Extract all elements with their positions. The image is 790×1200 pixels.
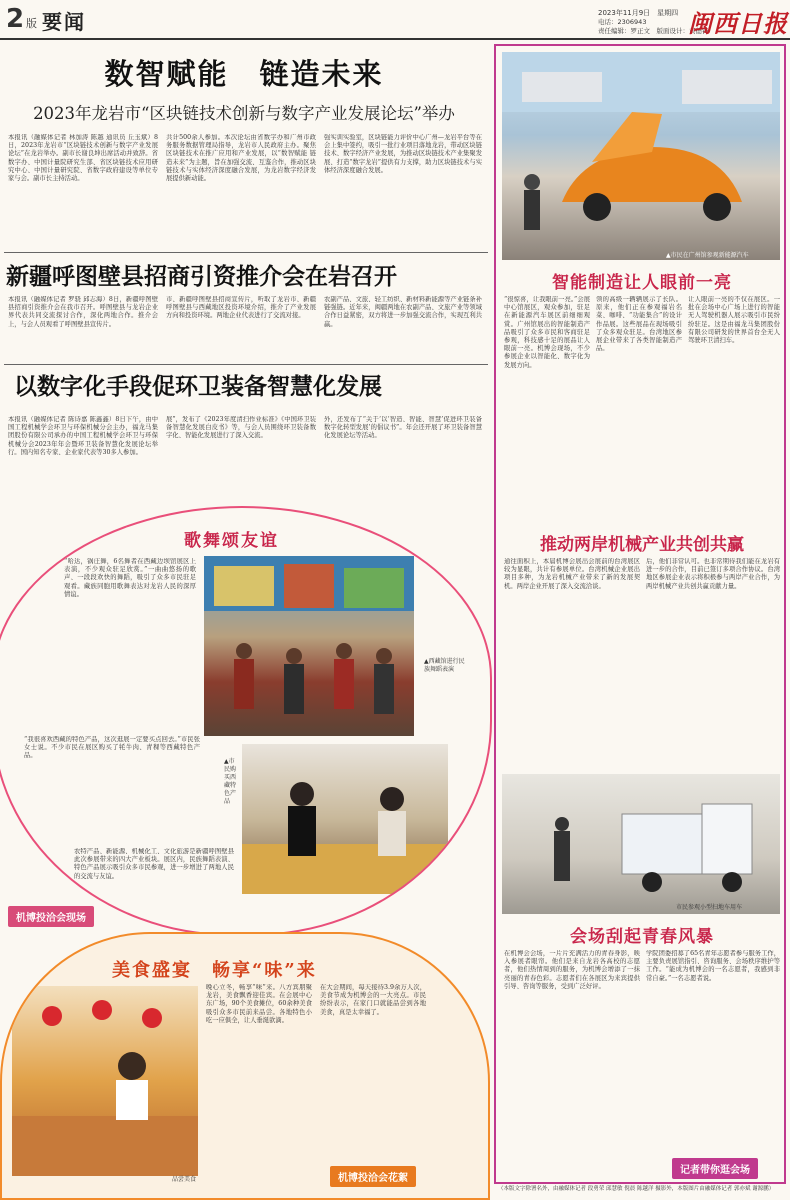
article-column: 市、新疆呼图壁县招商宣传片，听取了龙岩市、新疆呼图壁县与西藏地区投资环境介绍，推介了产业发展方向和投资环境。两地企业代表进行了交流对接。 [166, 296, 316, 320]
sweeper-illustration [502, 774, 780, 914]
article-column: 外，还发布了“关于‘以‘智造、智能、智慧’促进环卫装备数字化转型发展’的倡议书”。年会还开展了环卫装备智慧化发展论坛等活动。 [324, 416, 482, 440]
article-column: 通往面积上，本届机博会展出会展前的台湾展区较为显眼，共计有参展单位。台湾机械企业展出项目多种，为龙岩机械产业带来了新的发展契机。两岸企业开展了深入交流洽谈。 [504, 558, 640, 590]
food-photo [12, 986, 198, 1176]
photo-caption: ▲市民购买西藏特色产品 [224, 758, 237, 805]
headline: 推动两岸机械产业共创共赢 [540, 535, 744, 555]
divider [4, 364, 488, 365]
nev-photo [502, 52, 780, 260]
article-column: “哈达，锅庄舞，6名舞者在西藏边坝馆展区上表演，不少观众驻足欣赏。”一曲曲悠扬的歌声、一段段欢快的舞蹈，吸引了众多市民驻足观看。藏族同胞用歌舞表达对龙岩人民的深厚情谊。 [64, 558, 196, 598]
headline: 以数字化手段促环卫装备智慧化发展 [14, 373, 382, 400]
section-tag: 记者带你逛会场 [672, 1158, 758, 1179]
page-footer: （本版文字除署名外，由融媒体记者 段勇荣 邱慧敏 倪晨 陈越洋 摄影外，本版图片由融媒体记者 郭亦斌 谢源鹏） [498, 1186, 775, 1192]
article-column: 本报讯（融媒体记者 林加涛 陈越 通讯员 丘玉斌）8日，2023年龙岩市“区块链技术创新与数字产业发展论坛”在龙岩举办。副市长谢良坤出席活动并致辞。省数字办、中国计量院研究生部、省区块链技术应用研究中心、中国计量研究院、省数字政府建设等单位专家与会。副市长主持活动。 [8, 134, 158, 183]
article-column: 农特产品、新能源、机械化工、文化旅游是新疆呼图壁县此次参展带来的四大产业板块。展区内，民族舞蹈表演、特色产品展示吸引众多市民参观，进一步增进了两地人民的交流与友谊。 [74, 848, 234, 880]
headline: 智能制造让人眼前一亮 [552, 273, 732, 293]
article-column: “很惊喜，让我眼前一亮。”会展中心馆展区，观众参加，驻足在新能源汽车展区前细细观赏。广州馆展出的智能制造产品吸引了众多市民和客商驻足参观，科技感十足的展品让人眼前一亮。机博会现场，不少参展企业以智能化、数字化为发展方向。 [504, 296, 590, 369]
headline: 新疆呼图壁县招商引资推介会在岩召开 [6, 263, 397, 290]
sweeper-photo [502, 774, 780, 914]
masthead-rule [0, 38, 790, 40]
section-tag: 机博投洽会现场 [8, 906, 94, 927]
dancers-illustration [204, 556, 414, 736]
photo-caption: ▲西藏馆进行民族舞蹈表演 [424, 658, 465, 673]
headline: 歌舞颂友谊 [184, 531, 279, 551]
food-stall-illustration [12, 986, 198, 1176]
editor-line: 责任编辑：罗正文 版面设计：黄德锋 [598, 27, 709, 35]
divider [4, 252, 488, 253]
article-column: 在机博会会场，一片片充满活力的青春身影，映入参展者眼帘。他们是来自龙岩各高校的志愿者，他们热情周到的服务，为机博会增添了一抹亮丽的青春色彩。志愿者们在各展区为来宾提供引导、咨询等服务，受到广泛好评。 [504, 950, 640, 990]
right-panel [494, 44, 786, 1184]
article-column: 领的高级一辆辆展示了长队。原来，他们正在参观福岩名菜、咖啡、“功能集合”的设计作品展。这些展品在现场吸引了众多观众驻足。台湾地区参展企业带来了各类智能制造产品。 [596, 296, 682, 353]
dance-photo [204, 556, 414, 736]
article-column: 在大会期间，每天接待3.9余万人次，美食节成为机博会的一大亮点。市民纷纷表示，在家门口就能品尝到各地美食，真是太幸福了。 [320, 984, 426, 1016]
article-column: 晚心立冬，畅享“味”来。八方宾朋聚龙岩，美食飘香迎佳宾。在会展中心东广场，90个美食摊位，60余种美食吸引众多市民前来品尝。各地特色小吃一应俱全，让人垂涎欲滴。 [206, 984, 312, 1024]
photo-caption: 品尝美食 [172, 1176, 197, 1183]
story-hutubi-investment [0, 254, 488, 364]
photo-caption: ▲市民在广州馆参观新能源汽车 [666, 252, 749, 259]
page-suffix: 版 [26, 17, 37, 30]
headline: 美食盛宴 畅享“味”来 [112, 960, 317, 981]
date-line: 2023年11月9日 星期四 [598, 9, 679, 17]
photo-caption: 市民参观小型扫地车用车 [676, 904, 743, 911]
headline: 会场刮起青春风暴 [570, 927, 714, 947]
story-blockchain-forum [0, 44, 488, 250]
car-illustration [502, 52, 780, 260]
article-column: 后，他们非常认可。也非常期待我们能在龙岩有进一步的合作，目前已签订多项合作协议。台湾地区参展企业表示将积极参与两岸产业合作，为两岸机械产业共创共赢贡献力量。 [646, 558, 780, 590]
article-column: 让人眼前一亮的不仅在展区。一批在会场中心广场上进行的智能无人驾驶机器人展示吸引市民纷纷驻足。这是由福龙马集团股份有限公司研发的世界首台全无人驾驶环卫清扫车。 [688, 296, 780, 345]
phone-line: 电话：2306943 [598, 18, 647, 26]
masthead [0, 0, 790, 40]
article-column: 展”，发布了《2023年度清扫作业标准》《中国环卫装备智慧化发展白皮书》等，与会人员围绕环卫装备数字化、智能化发展进行了深入交流。 [166, 416, 316, 440]
article-column: 学院团委招募了65名青年志愿者参与服务工作，主要负责展馆指引、咨询服务、会场秩序维护等工作。“能成为机博会的一名志愿者，我感到非常自豪。”一名志愿者说。 [646, 950, 780, 982]
article-column: “我很喜欢西藏的特色产品，这次逛展一定要买点回去。”市民张女士说。不少市民在展区购买了牦牛肉、青稞等西藏特色产品。 [24, 736, 200, 760]
article-column: 本报讯（融媒体记者 陈诗嘉 陈鑫鑫）8日下午，由中国工程机械学会环卫与环保机械分会主办，福龙马集团股份有限公司承办的中国工程机械学会环卫与环保机械分会2023年年会暨环卫装备智慧化发展论坛举行。国内知名专家、企业家代表等30多人参加。 [8, 416, 158, 456]
story-song-dance-friendship [0, 506, 492, 936]
paper-logo: 闽西日报 [688, 9, 788, 38]
article-column: 农副产品、文旅、轻工纺织、新材料新能源等产业链条补链强链。近年来，闽疆两地在农副产品、文旅产业等领域合作日益紧密，双方将进一步加强交流合作，实现互利共赢。 [324, 296, 482, 328]
section-tag: 机博投洽会花絮 [330, 1166, 416, 1187]
page-number: 2 [6, 4, 25, 34]
subheadline: 2023年龙岩市“区块链技术创新与数字产业发展论坛”举办 [33, 104, 455, 123]
article-column: 共计500余人参加。本次论坛由省数字办和广州市政务服务数据管理局指导，龙岩市人民政府主办。聚焦区块链技术在推广应用和产业发展，以“数智赋能 链造未来”为主题，旨在加强交流、互鉴合作，推动区块链技术与实体经济深度融合发展，为龙岩数字经济发展提供新动能。 [166, 134, 316, 183]
section-title: 要闻 [42, 10, 86, 34]
market-illustration [242, 744, 448, 894]
article-column: 强实训实验室，区块链能力评价中心广州—龙岩平台等在会上集中签约，吸引一批行业项目落地龙岩，带动区块链技术、数字经济产业发展，为推动区块链技术产业集聚发展、打造“数字龙岩”提供有力支撑，助力区块链技术与实体经济深度融合发展。 [324, 134, 482, 174]
market-photo [242, 744, 448, 894]
article-column: 本报讯（融媒体记者 罗骁 邱志海）8日，新疆呼图壁县招商引资推介会在我市召开。呼图壁县与龙岩企业界代表共同交流探讨合作，深化两地合作。推介会上，与会人员观看了呼图壁县宣传片。 [8, 296, 158, 328]
story-food-feast [0, 932, 490, 1200]
headline: 数智赋能 链造未来 [104, 57, 384, 91]
